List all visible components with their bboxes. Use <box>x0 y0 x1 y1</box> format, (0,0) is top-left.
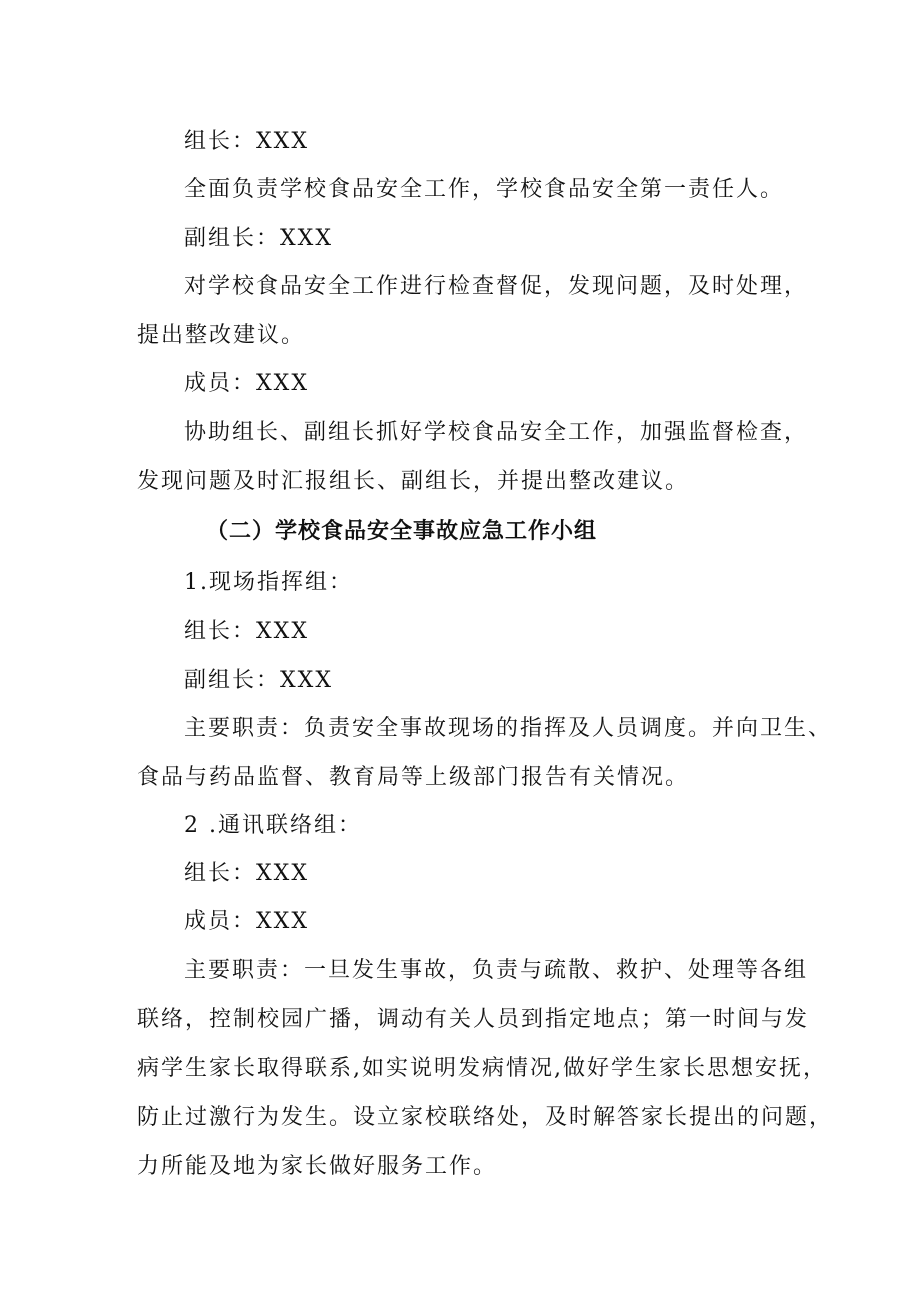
group1-title: 1.现场指挥组： <box>184 570 353 595</box>
leader-label: 组长：XXX <box>184 129 309 154</box>
leader-duty: 全面负责学校食品安全工作，学校食品安全第一责任人。 <box>184 177 785 202</box>
deputy-duty-line-1: 对学校食品安全工作进行检查督促，发现问题，及时处理， <box>184 274 809 299</box>
group1-duty-line-1: 主要职责：负责安全事故现场的指挥及人员调度。并向卫生、 <box>184 716 833 741</box>
group2-title: 2 .通讯联络组： <box>184 813 362 838</box>
section-heading: （二）学校食品安全事故应急工作小组 <box>206 518 598 544</box>
member-duty-line-1: 协助组长、副组长抓好学校食品安全工作，加强监督检查， <box>184 420 809 445</box>
deputy-duty-line-2: 提出整改建议。 <box>137 323 306 348</box>
member-duty-line-2: 发现问题及时汇报组长、副组长，并提出整改建议。 <box>137 469 690 494</box>
group2-leader-label: 组长：XXX <box>184 861 309 886</box>
group1-leader-label: 组长：XXX <box>184 619 309 644</box>
member-label: 成员：XXX <box>184 371 309 396</box>
deputy-leader-label: 副组长：XXX <box>184 226 333 251</box>
group1-duty-line-2: 食品与药品监督、教育局等上级部门报告有关情况。 <box>137 765 690 790</box>
group2-duty-line-2: 联络，控制校园广播，调动有关人员到指定地点；第一时间与发 <box>137 1007 810 1032</box>
group1-deputy-label: 副组长：XXX <box>184 668 333 693</box>
group2-duty-line-5: 力所能及地为家长做好服务工作。 <box>137 1154 498 1179</box>
group2-duty-line-4: 防止过激行为发生。设立家校联络处，及时解答家长提出的问题， <box>137 1105 834 1130</box>
group2-duty-line-1: 主要职责：一旦发生事故，负责与疏散、救护、处理等各组 <box>184 958 809 983</box>
group2-duty-line-3: 病学生家长取得联系,如实说明发病情况,做好学生家长思想安抚， <box>137 1056 827 1081</box>
group2-member-label: 成员：XXX <box>184 909 309 934</box>
